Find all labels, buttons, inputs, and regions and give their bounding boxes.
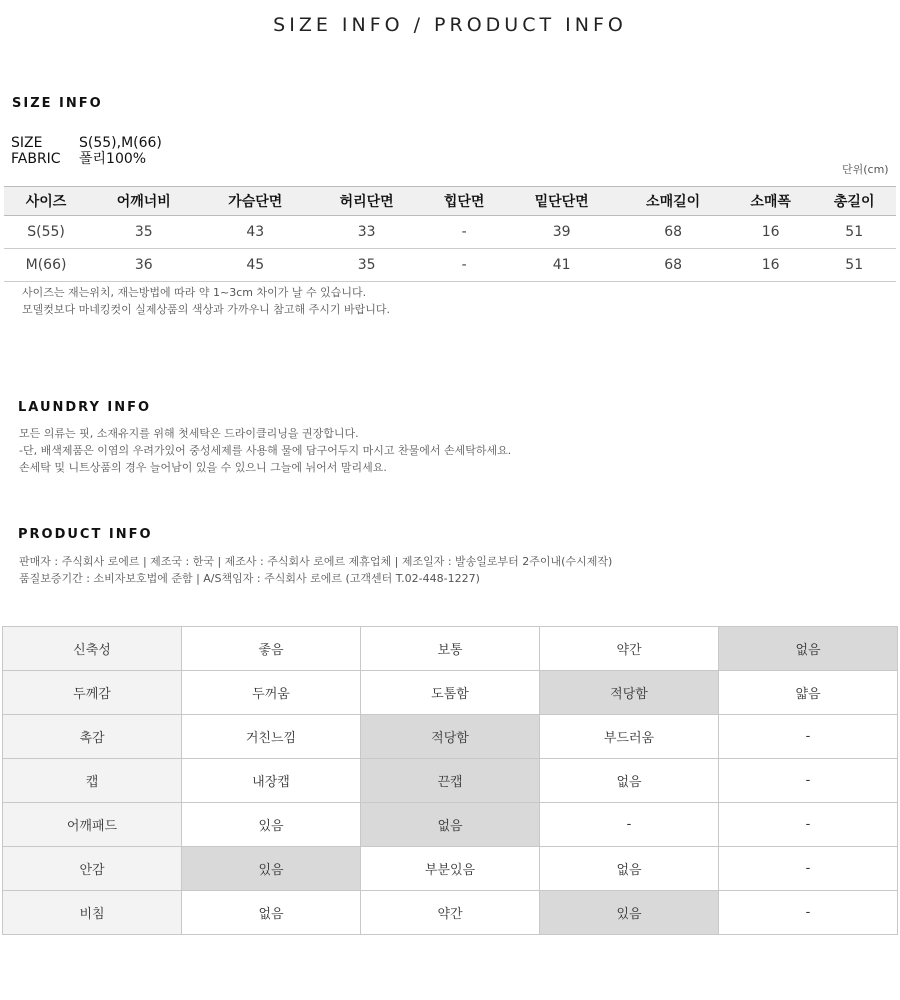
table-cell: 16: [729, 249, 813, 282]
col-header: 가슴단면: [200, 187, 311, 216]
product-notes: [19, 553, 612, 587]
property-label: 촉감: [3, 715, 182, 759]
table-cell: 36: [88, 249, 199, 282]
table-cell: 16: [729, 216, 813, 249]
product-line: 판매자 : 주식회사 로에르 | 제조국 : 한국 | 제조사 : 주식회사 로에르 제휴업체 | 제조일자 : 발송일로부터 2주이내(수시제작): [19, 555, 613, 568]
product-line: 품질보증기간 : 소비자보호법에 준함 | A/S책임자 : 주식회사 로에르 (고객센터 T.02-448-1227): [19, 572, 480, 585]
laundry-info-heading: LAUNDRY INFO: [18, 400, 152, 415]
property-option: 있음: [182, 803, 361, 847]
table-cell: 39: [506, 216, 617, 249]
table-row: [4, 216, 896, 249]
size-table-header: [4, 187, 896, 216]
col-header: 허리단면: [311, 187, 422, 216]
property-option-selected: 없음: [361, 803, 540, 847]
property-label: 안감: [3, 847, 182, 891]
property-option: 좋음: [182, 627, 361, 671]
size-spec: [11, 135, 162, 151]
fabric-value: 폴리100%: [79, 151, 147, 167]
property-option: -: [719, 715, 898, 759]
property-label: 비침: [3, 891, 182, 935]
product-info-heading: PRODUCT INFO: [18, 527, 153, 542]
size-value: S(55),M(66): [79, 135, 162, 151]
page-title: SIZE INFO / PRODUCT INFO: [273, 14, 627, 36]
laundry-line: 모든 의류는 핏, 소재유지를 위해 첫세탁은 드라이클리닝을 권장합니다.: [19, 427, 359, 440]
property-label: 캡: [3, 759, 182, 803]
property-option: 얇음: [719, 671, 898, 715]
property-option-selected: 끈캡: [361, 759, 540, 803]
property-label: 두께감: [3, 671, 182, 715]
property-option: 없음: [540, 847, 719, 891]
property-option: 내장캡: [182, 759, 361, 803]
property-option: -: [719, 847, 898, 891]
size-info-heading: SIZE INFO: [12, 96, 103, 111]
laundry-line: 손세탁 및 니트상품의 경우 늘어남이 있을 수 있으니 그늘에 뉘어서 말리세요.: [19, 461, 387, 474]
table-cell: 41: [506, 249, 617, 282]
property-option: 약간: [361, 891, 540, 935]
property-option: 거친느낌: [182, 715, 361, 759]
fabric-label: FABRIC: [11, 151, 61, 167]
table-cell: -: [422, 249, 506, 282]
table-cell: S(55): [4, 216, 88, 249]
property-option: 약간: [540, 627, 719, 671]
property-row: [3, 715, 898, 759]
property-option: -: [719, 803, 898, 847]
property-option: 도톰함: [361, 671, 540, 715]
size-notes: [22, 284, 390, 318]
size-label: SIZE: [11, 135, 43, 151]
col-header: 사이즈: [4, 187, 88, 216]
col-header: 소매폭: [729, 187, 813, 216]
property-row: [3, 759, 898, 803]
col-header: 어깨너비: [88, 187, 199, 216]
property-option: 없음: [182, 891, 361, 935]
property-option: -: [719, 891, 898, 935]
note-line: 모델컷보다 마네킹컷이 실제상품의 색상과 가까우니 참고해 주시기 바랍니다.: [22, 303, 391, 316]
col-header: 힙단면: [422, 187, 506, 216]
table-cell: 45: [200, 249, 311, 282]
property-option: -: [719, 759, 898, 803]
property-option: 보통: [361, 627, 540, 671]
table-cell: 35: [88, 216, 199, 249]
col-header: 총길이: [812, 187, 896, 216]
property-table: [2, 626, 898, 935]
table-row: [4, 249, 896, 282]
property-option-selected: 없음: [719, 627, 898, 671]
unit-label: 단위(cm): [842, 163, 889, 176]
table-cell: 68: [617, 216, 728, 249]
property-row: [3, 847, 898, 891]
property-option: 부드러움: [540, 715, 719, 759]
property-option: 두꺼움: [182, 671, 361, 715]
property-option: 부분있음: [361, 847, 540, 891]
col-header: 밑단단면: [506, 187, 617, 216]
property-option-selected: 적당함: [540, 671, 719, 715]
table-cell: 33: [311, 216, 422, 249]
laundry-notes: [19, 425, 511, 476]
property-option-selected: 적당함: [361, 715, 540, 759]
laundry-line: -단, 배색제품은 이염의 우려가있어 중성세제를 사용해 물에 담구어두지 마시고 찬물에서 손세탁하세요.: [19, 444, 512, 457]
size-table: [4, 186, 896, 282]
property-option: 없음: [540, 759, 719, 803]
property-label: 어깨패드: [3, 803, 182, 847]
table-cell: M(66): [4, 249, 88, 282]
table-cell: 68: [617, 249, 728, 282]
table-cell: -: [422, 216, 506, 249]
property-row: [3, 803, 898, 847]
property-row: [3, 891, 898, 935]
property-row: [3, 671, 898, 715]
col-header: 소매길이: [617, 187, 728, 216]
table-cell: 51: [812, 216, 896, 249]
property-label: 신축성: [3, 627, 182, 671]
property-row: [3, 627, 898, 671]
note-line: 사이즈는 재는위치, 재는방법에 따라 약 1~3cm 차이가 날 수 있습니다.: [22, 286, 367, 299]
table-cell: 43: [200, 216, 311, 249]
table-cell: 51: [812, 249, 896, 282]
table-cell: 35: [311, 249, 422, 282]
property-option: -: [540, 803, 719, 847]
property-option-selected: 있음: [540, 891, 719, 935]
fabric-spec: [11, 151, 146, 167]
property-option-selected: 있음: [182, 847, 361, 891]
